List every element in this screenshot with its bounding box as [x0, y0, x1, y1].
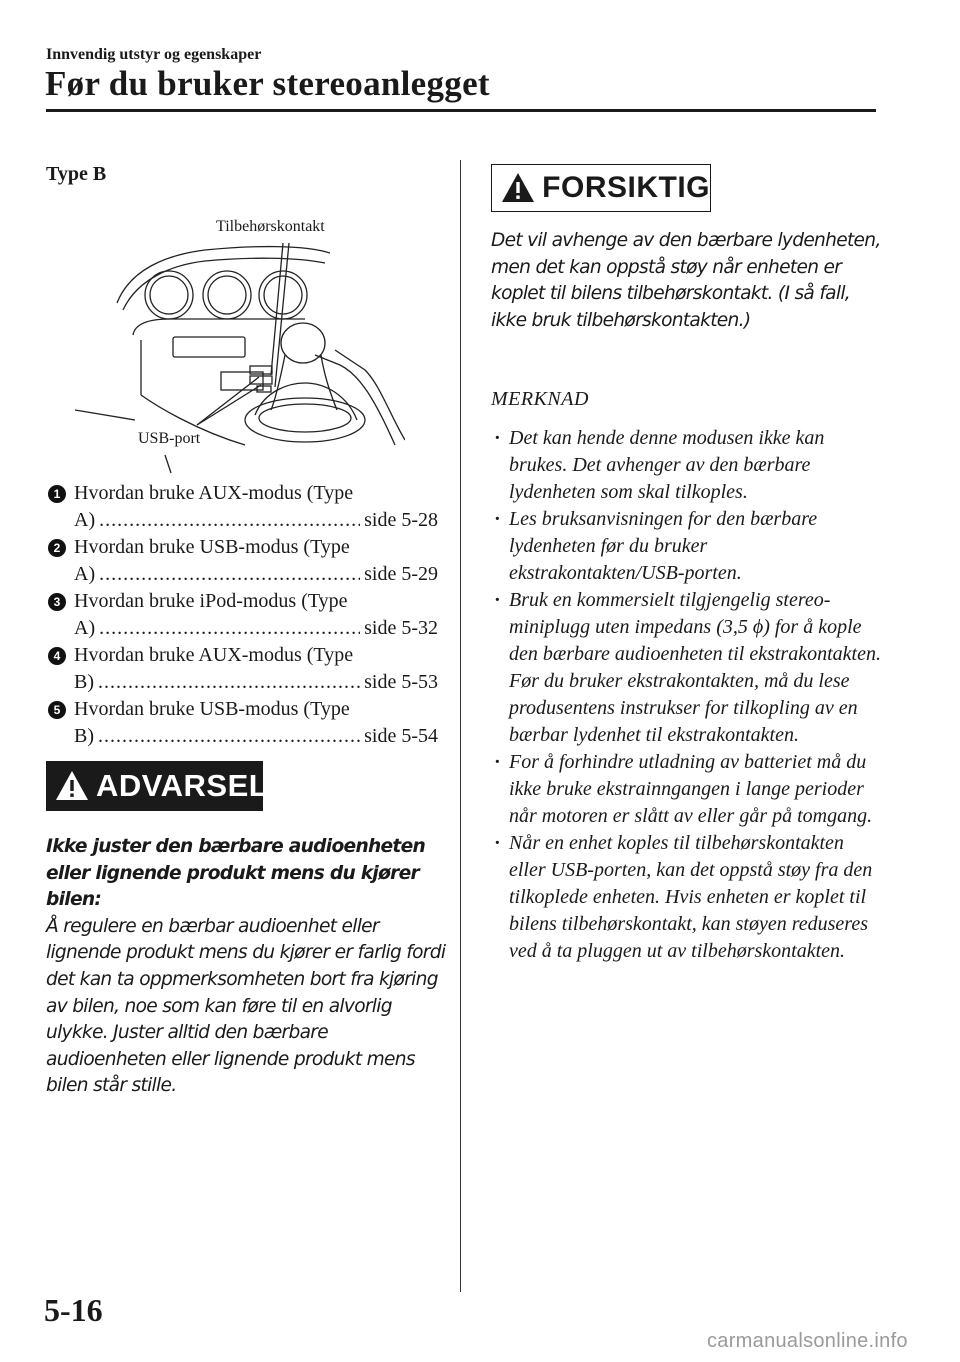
page-number: 5-16 [44, 1292, 103, 1328]
list-item [46, 642, 438, 696]
page-reference: side 5-28 [364, 509, 438, 531]
list-item: · Les bruksanvisningen for den bærbare lydenheten før du bruker ekstrakontakten/USB-porten. [491, 506, 883, 587]
reference-title-cont: B) [74, 671, 94, 693]
caution-badge [491, 164, 711, 212]
list-item: · Bruk en kommersielt tilgjengelig stereo-miniplugg uten impedans (3,5 ϕ) for å kople den bærbare audioenheten til ekstrakontakten. Før du bruker ekstrakontakten, må du lese produsentens instrukser for tilkopling av en bærbar lydenhet til ekstrakontakten. [491, 587, 883, 749]
reference-title: Hvordan bruke USB-modus (Type [74, 698, 350, 720]
caution-triangle-icon [500, 168, 536, 208]
caution-label: FORSIKTIG [542, 171, 710, 204]
warning-badge [46, 761, 269, 811]
reference-title-cont: B) [74, 725, 94, 747]
number-badge: 2 [48, 539, 66, 557]
warning-body: Å regulere en bærbar audioenhet eller lignende produkt mens du kjører er farlig fordi det kan ta oppmerksomheten bort fra kjøring av bilen, noe som kan føre til en alvorlig ulykke. Juster alltid den bærbare audioenheten eller lignende produkt mens bilen står stille. [46, 915, 446, 1097]
type-heading: Type B [46, 163, 107, 185]
page-reference: side 5-54 [364, 725, 438, 747]
list-item [46, 534, 438, 588]
console-drawing [75, 215, 405, 475]
page-reference: side 5-53 [364, 671, 438, 693]
number-badge: 3 [48, 593, 66, 611]
list-item [46, 480, 438, 534]
reference-title: Hvordan bruke AUX-modus (Type [74, 482, 354, 504]
reference-title: Hvordan bruke AUX-modus (Type [74, 644, 354, 666]
dot-leader [99, 615, 360, 642]
dot-leader [99, 507, 360, 534]
reference-list [46, 480, 438, 750]
note-list [491, 425, 883, 965]
dot-leader [99, 561, 360, 588]
list-item [46, 696, 438, 750]
console-illustration [75, 215, 405, 475]
number-badge: 5 [48, 701, 66, 719]
list-item: · For å forhindre utladning av batteriet må du ikke bruke ekstrainngangen i lange perioder når motoren er slått av eller går på tomgang. [491, 749, 883, 830]
list-item: · Når en enhet koples til tilbehørskontakten eller USB-porten, kan det oppstå støy fra den tilkoplede enheten. Hvis enheten er koplet til bilens tilbehørskontakt, kan støyen reduseres ved å ta pluggen ut av tilbehørskontakten. [491, 830, 883, 965]
column-divider [460, 160, 461, 1292]
page-reference: side 5-29 [364, 563, 438, 585]
header-rule [46, 109, 876, 112]
reference-title: Hvordan bruke USB-modus (Type [74, 536, 350, 558]
page-reference: side 5-32 [364, 617, 438, 639]
number-badge: 4 [48, 647, 66, 665]
warning-triangle-icon [54, 766, 90, 806]
section-label: Innvendig utstyr og egenskaper [46, 46, 262, 63]
accessory-socket-label: Tilbehørskontakt [216, 218, 325, 235]
number-badge: 1 [48, 485, 66, 503]
list-item [46, 588, 438, 642]
note-heading: MERKNAD [491, 388, 589, 410]
warning-lead: Ikke juster den bærbare audioenheten eller lignende produkt mens du kjører bilen: [46, 836, 426, 911]
dot-leader [98, 669, 360, 696]
warning-text [46, 834, 446, 1100]
warning-label: ADVARSEL [96, 768, 269, 803]
list-item: · Det kan hende denne modusen ikke kan brukes. Det avhenger av den bærbare lydenheten som skal tilkoples. [491, 425, 883, 506]
watermark: carmanualsonline.info [707, 1330, 908, 1352]
dot-leader [98, 723, 360, 750]
page-title: Før du bruker stereoanlegget [45, 64, 490, 103]
reference-title-cont: A) [74, 509, 96, 531]
reference-title-cont: A) [74, 617, 96, 639]
reference-title-cont: A) [74, 563, 96, 585]
usb-port-label: USB-port [138, 430, 201, 447]
caution-text: Det vil avhenge av den bærbare lydenheten, men det kan oppstå støy når enheten er koplet til bilens tilbehørskontakt. (I så fall, ikke bruk tilbehørskontakten.) [491, 230, 881, 331]
reference-title: Hvordan bruke iPod-modus (Type [74, 590, 348, 612]
